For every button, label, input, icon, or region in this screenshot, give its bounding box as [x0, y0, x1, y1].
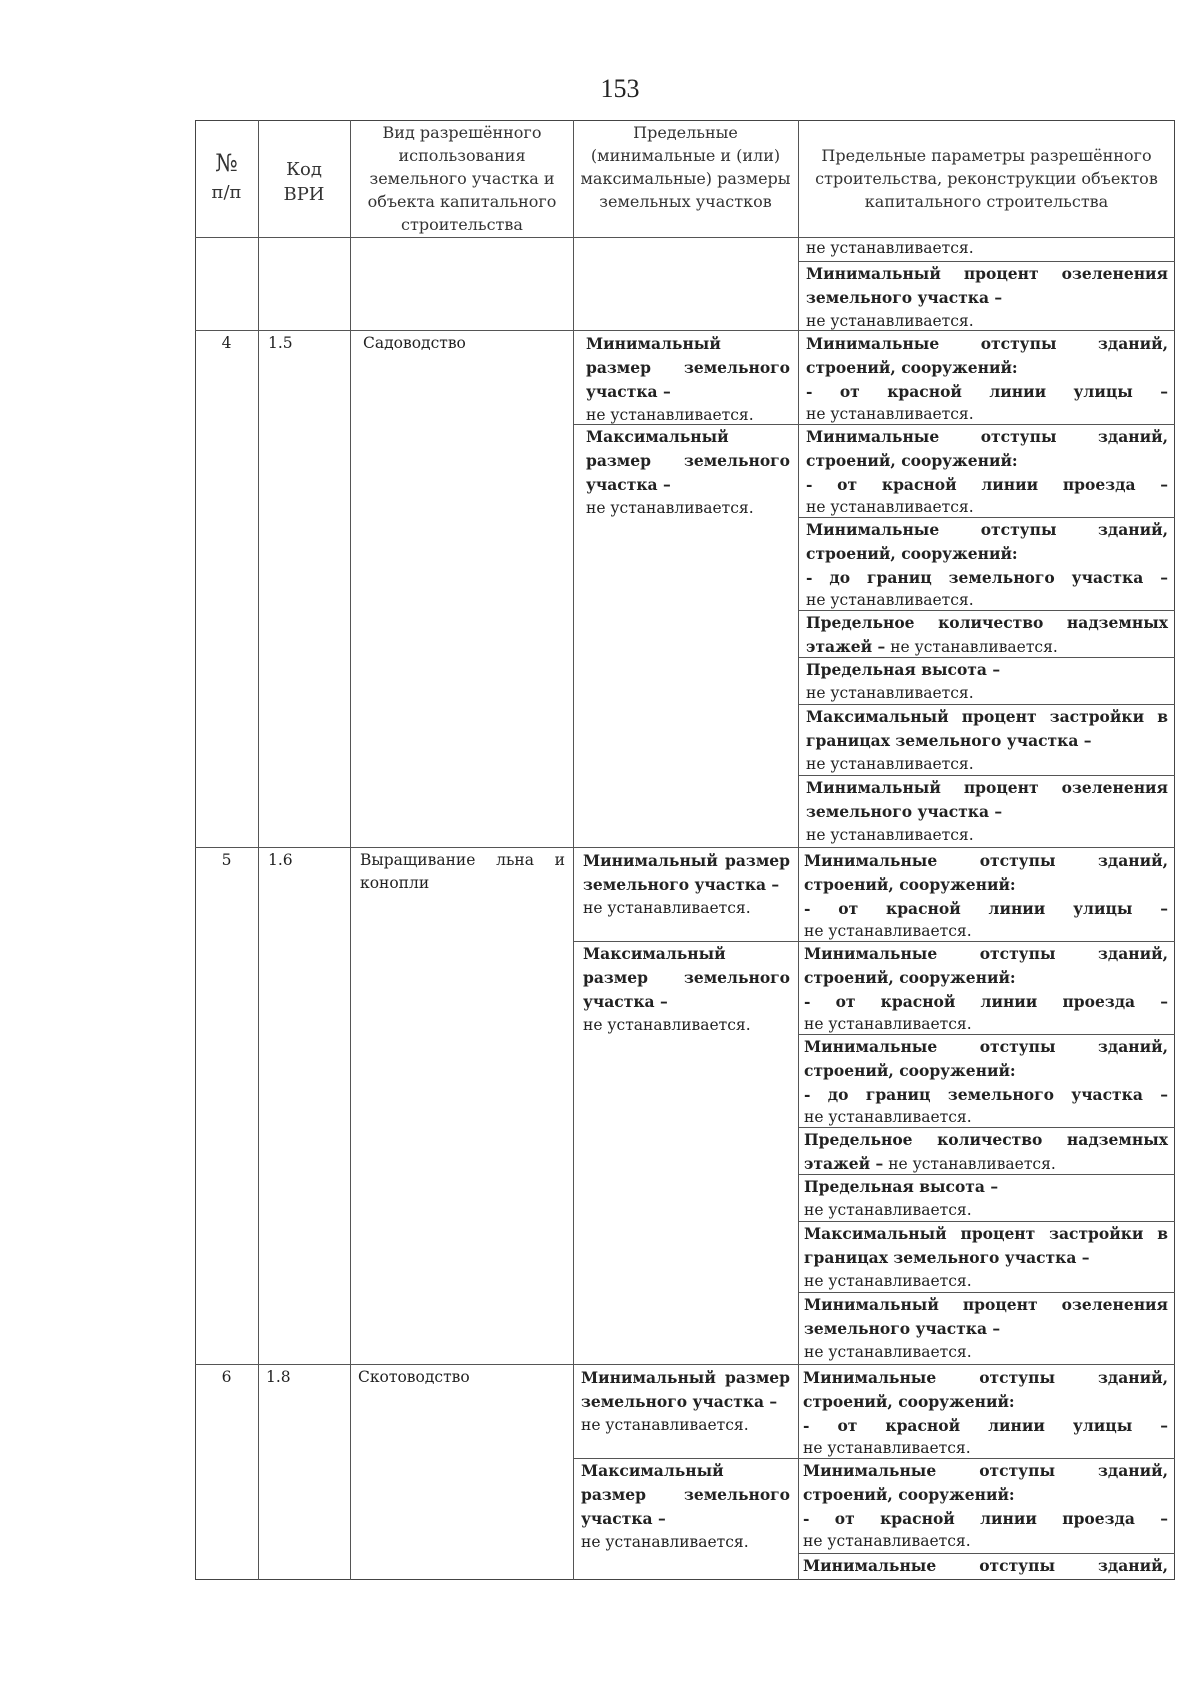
param-setback-passage: Минимальные отступы зданий, строений, сооружений: - от красной линии проезда – не устанавливается.: [804, 944, 1168, 1033]
row-divider: [195, 847, 1175, 848]
param-greening: Минимальный процент озеленения земельного участка – не устанавливается.: [806, 264, 1168, 330]
row-divider: [195, 330, 1175, 331]
param-carryover: не устанавливается.: [806, 239, 974, 257]
param-setback-cut: Минимальные отступы зданий,: [803, 1556, 1168, 1575]
col-divider: [798, 120, 799, 1580]
row-divider: [195, 1364, 1175, 1365]
param-setback-boundary: Минимальные отступы зданий, строений, сооружений: - до границ земельного участка – не устанавливается.: [804, 1037, 1168, 1126]
min-size-cell: Минимальный размер земельного участка – не устанавливается.: [586, 334, 790, 424]
page-number: 153: [600, 74, 640, 103]
header-code: [258, 157, 350, 207]
header-num-abbr: п/п: [211, 182, 242, 203]
min-size-cell: Минимальный размер земельного участка – не устанавливается.: [583, 851, 790, 917]
col-divider: [350, 120, 351, 1580]
row-use-name: Садоводство: [363, 334, 466, 352]
row-number: 5: [221, 851, 232, 869]
row-code: 1.6: [268, 851, 293, 869]
header-build-params: Предельные параметры разрешённого строительства, реконструкции объектов капитального строительства: [815, 146, 1158, 211]
row-use-name: Выращивание льна и конопли: [360, 851, 565, 892]
param-greening: Минимальный процент озеленения земельного участка – не устанавливается.: [806, 778, 1168, 844]
param-setback-street: Минимальные отступы зданий, строений, сооружений: - от красной линии улицы – не устанавливается.: [803, 1368, 1168, 1457]
max-size-cell: Максимальный размер земельного участка – не устанавливается.: [586, 427, 790, 517]
header-num-sign: №: [215, 149, 238, 177]
param-setback-passage: Минимальные отступы зданий, строений, сооружений: - от красной линии проезда – не устанавливается.: [803, 1461, 1168, 1550]
header-use-type: Вид разрешённого использования земельного участка и объекта капитального строительства: [367, 123, 557, 234]
param-height: Предельная высота – не устанавливается.: [804, 1177, 999, 1219]
header-code-line1: Код: [286, 159, 322, 180]
row-number: 6: [221, 1368, 232, 1386]
param-setback-passage: Минимальные отступы зданий, строений, сооружений: - от красной линии проезда – не устанавливается.: [806, 427, 1168, 516]
param-height: Предельная высота – не устанавливается.: [806, 660, 1001, 702]
header-code-line2: ВРИ: [283, 184, 325, 205]
row-code: 1.8: [266, 1368, 291, 1386]
param-setback-street: Минимальные отступы зданий, строений, сооружений: - от красной линии улицы – не устанавливается.: [804, 851, 1168, 940]
max-size-cell: Максимальный размер земельного участка – не устанавливается.: [581, 1461, 790, 1551]
col-divider: [258, 120, 259, 1580]
param-built-percent: Максимальный процент застройки в границах земельного участка – не устанавливается.: [806, 707, 1168, 773]
max-size-cell: Максимальный размер земельного участка – не устанавливается.: [583, 944, 790, 1034]
param-setback-boundary: Минимальные отступы зданий, строений, сооружений: - до границ земельного участка – не устанавливается.: [806, 520, 1168, 609]
col-divider: [573, 120, 574, 1580]
param-setback-street: Минимальные отступы зданий, строений, сооружений: - от красной линии улицы – не устанавливается.: [806, 334, 1168, 423]
param-floors: Предельное количество надземных этажей – не устанавливается.: [806, 613, 1168, 656]
row-number: 4: [221, 334, 232, 352]
row-code: 1.5: [268, 334, 293, 352]
row-use-name: Скотоводство: [358, 1368, 470, 1386]
header-size-limits: Предельные (минимальные и (или) максимальные) размеры земельных участков: [580, 123, 791, 211]
header-num: [195, 148, 258, 208]
param-greening: Минимальный процент озеленения земельного участка – не устанавливается.: [804, 1295, 1168, 1361]
param-built-percent: Максимальный процент застройки в границах земельного участка – не устанавливается.: [804, 1224, 1168, 1290]
param-floors: Предельное количество надземных этажей – не устанавливается.: [804, 1130, 1168, 1173]
min-size-cell: Минимальный размер земельного участка – не устанавливается.: [581, 1368, 790, 1434]
